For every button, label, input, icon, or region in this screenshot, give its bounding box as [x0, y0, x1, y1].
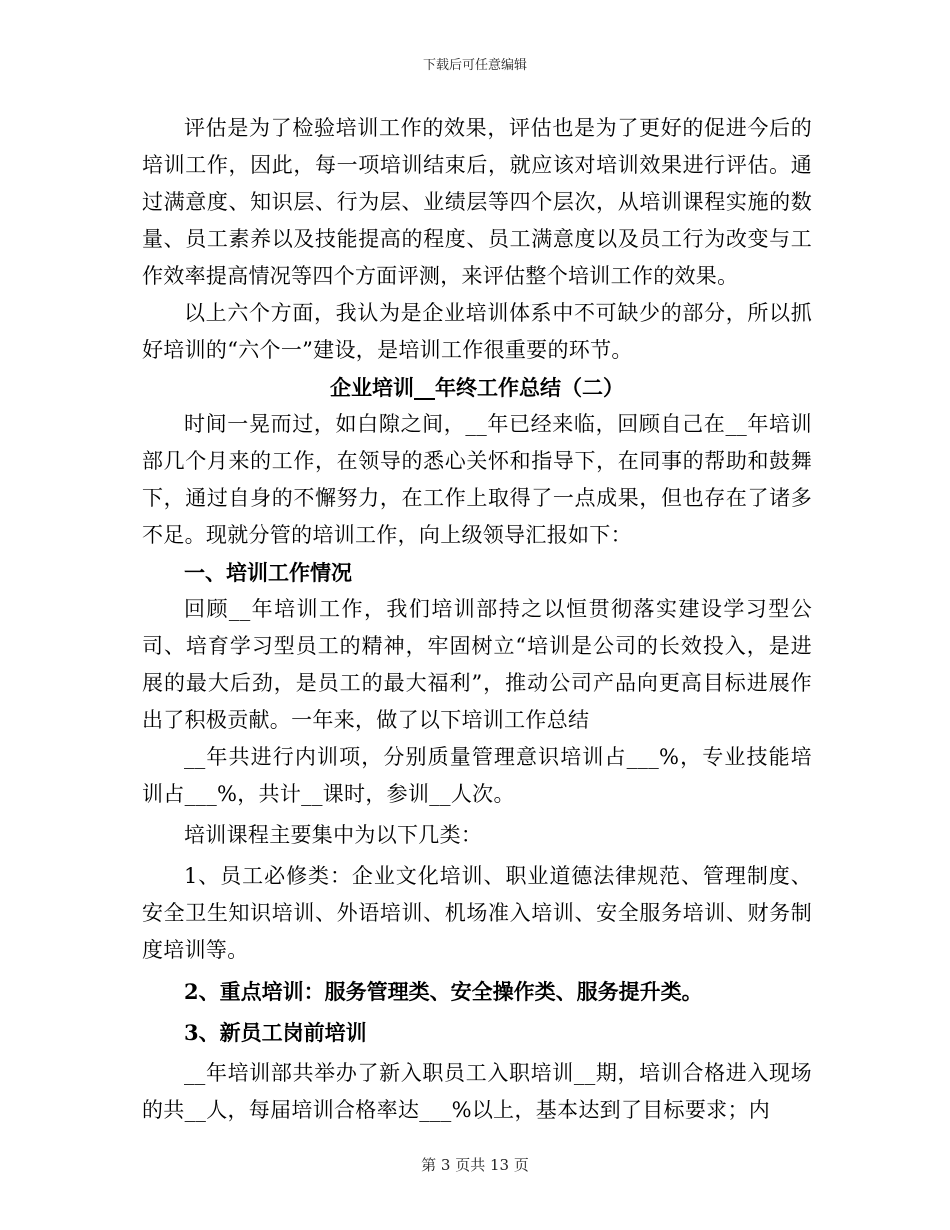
paragraph-new-staff: __年培训部共举办了新入职员工入职培训__期，培训合格进入现场的共__人，每届培训合格率达___%以上，基本达到了目标要求；内: [142, 1061, 812, 1122]
paragraph-review: 回顾__年培训工作，我们培训部持之以恒贯彻落实建设学习型公司、培育学习型员工的精神，牢固树立“培训是公司的长效投入，是进展的最大后劲，是员工的最大福利”，推动公司产品向更高目标进展作出了积极贡献。一年来，做了以下培训工作总结: [142, 597, 812, 732]
header-note: 下载后可任意编辑: [422, 58, 527, 73]
paragraph-course-categories: 培训课程主要集中为以下几类：: [184, 823, 483, 847]
heading-key-training: 2、重点培训：服务管理类、安全操作类、服务提升类。: [184, 979, 703, 1004]
paragraph-internal-training: __年共进行内训项，分别质量管理意识培训占___%，专业技能培训占___%，共计__课时，参训__人次。: [142, 745, 812, 806]
paragraph-required-courses: 1、员工必修类：企业文化培训、职业道德法律规范、管理制度、安全卫生知识培训、外语培训、机场准入培训、安全服务培训、财务制度培训等。: [142, 864, 812, 962]
heading-new-staff-training: 3、新员工岗前培训: [184, 1020, 367, 1045]
document-body: [142, 110, 812, 1129]
section-title: 企业培训__年终工作总结（二）: [330, 375, 624, 400]
paragraph-intro: 时间一晃而过，如白隙之间，__年已经来临，回顾自己在__年培训部几个月来的工作，在领导的悉心关怀和指导下，在同事的帮助和鼓舞下，通过自身的不懈努力，在工作上取得了一点成果，但也存在了诸多不足。现就分管的培训工作，向上级领导汇报如下：: [142, 412, 812, 547]
paragraph-evaluation: 评估是为了检验培训工作的效果，评估也是为了更好的促进今后的培训工作，因此，每一项培训结束后，就应该对培训效果进行评估。通过满意度、知识层、行为层、业绩层等四个层次，从培训课程实施的数量、员工素养以及技能提高的程度、员工满意度以及员工行为改变与工作效率提高情况等四个方面评测，来评估整个培训工作的效果。: [142, 116, 812, 288]
page-footer: 第 3 页共 13 页: [421, 1156, 529, 1174]
heading-training-status: 一、培训工作情况: [184, 560, 352, 585]
paragraph-six-aspects: 以上六个方面，我认为是企业培训体系中不可缺少的部分，所以抓好培训的“六个一”建设，是培训工作很重要的环节。: [142, 301, 812, 362]
